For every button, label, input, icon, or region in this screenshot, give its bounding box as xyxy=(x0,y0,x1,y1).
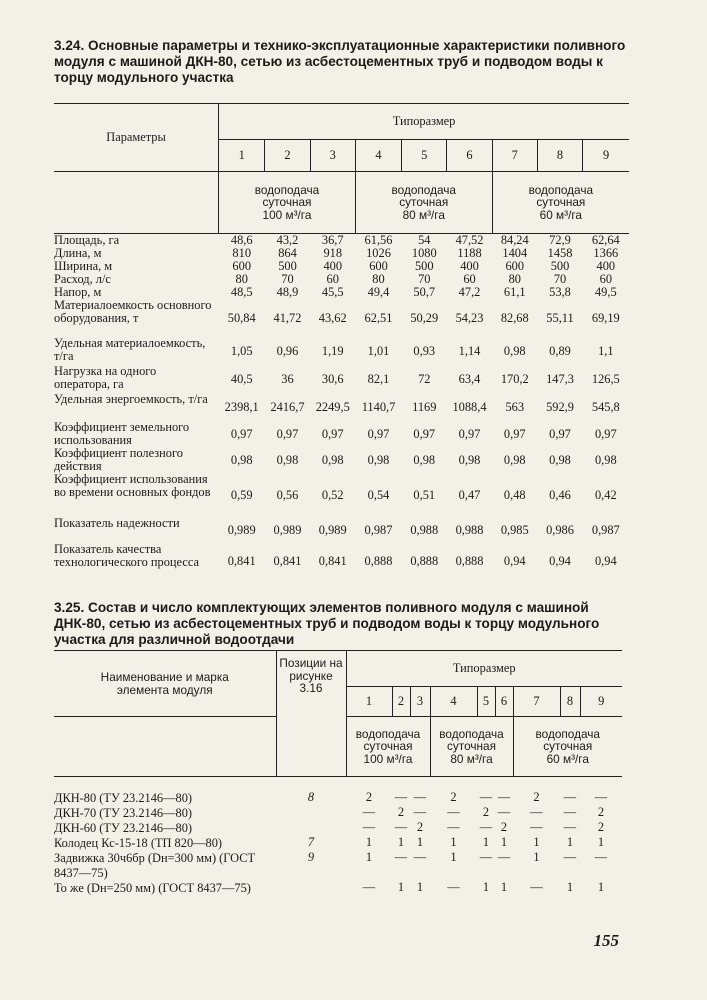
table-cell: — xyxy=(413,804,427,819)
table-cell: 0,97 xyxy=(321,426,344,441)
col-header: 5 xyxy=(402,140,447,172)
col-header: 4 xyxy=(355,140,401,172)
table-cell: — xyxy=(394,849,408,864)
table-cell: 50,84 xyxy=(227,310,256,325)
table-cell: 0,97 xyxy=(230,426,253,441)
table-cell: 1 xyxy=(500,879,508,894)
table-row xyxy=(54,421,629,447)
table-cell: 70 xyxy=(281,272,294,286)
table-cell: 600 xyxy=(505,259,525,273)
table-cell: 0,98 xyxy=(367,452,390,467)
table-cell: 0,98 xyxy=(503,343,526,358)
name-header: Наименование и марка элемента модуля xyxy=(54,651,276,717)
row-label: Напор, м xyxy=(54,285,102,299)
table-cell: — xyxy=(394,789,408,804)
table-cell: 80 xyxy=(235,272,248,286)
table-cell: 30,6 xyxy=(321,371,344,386)
table-cell: — xyxy=(594,849,608,864)
table-cell: 1 xyxy=(597,834,605,849)
table-cell: — xyxy=(497,789,511,804)
table-cell: — xyxy=(447,804,460,819)
table-cell: 1080 xyxy=(411,246,437,260)
row-label: Материалоемкость основного оборудования, т xyxy=(54,298,212,325)
table-cell: — xyxy=(497,804,511,819)
table-cell: 1,01 xyxy=(367,343,390,358)
table-cell: 0,986 xyxy=(546,522,574,537)
col-header: 1 xyxy=(346,687,392,717)
table-cell: 0,841 xyxy=(227,553,256,568)
col-header: 7 xyxy=(513,687,560,717)
table-cell: 1 xyxy=(533,834,540,849)
typesize-header: Типоразмер xyxy=(219,104,629,140)
table-cell: 0,94 xyxy=(594,553,617,568)
row-label: Длина, м xyxy=(54,246,102,260)
table-cell: 48,5 xyxy=(230,285,253,299)
table-cell: 0,47 xyxy=(458,487,481,502)
element-name: ДКН-70 (ТУ 23.2146—80) xyxy=(54,805,193,820)
table-cell: — xyxy=(479,789,493,804)
col-header: 1 xyxy=(219,140,265,172)
table-cell: 80 xyxy=(372,272,385,286)
element-name: Задвижка 30ч6бр (Dн=300 мм) (ГОСТ 8437—75) xyxy=(54,850,256,880)
table-cell: 49,5 xyxy=(594,285,617,299)
row-label: Площадь, га xyxy=(54,233,120,247)
table-row xyxy=(54,393,629,421)
table-cell: — xyxy=(394,819,408,834)
table-cell: 0,98 xyxy=(503,452,526,467)
table-row xyxy=(54,836,622,851)
table-row xyxy=(54,260,629,273)
table-cell: 60 xyxy=(463,272,476,286)
table-cell: 545,8 xyxy=(591,399,620,414)
table-cell: 1 xyxy=(566,879,574,894)
row-label: Нагрузка на одного оператора, га xyxy=(54,364,157,391)
table-cell: 0,54 xyxy=(367,487,390,502)
table-cell: 0,96 xyxy=(276,343,299,358)
table-cell: — xyxy=(479,849,493,864)
table-cell: 400 xyxy=(460,259,479,273)
table-row xyxy=(54,517,629,543)
table-cell: 70 xyxy=(553,272,567,286)
table-cell: 918 xyxy=(323,246,343,260)
supply-group-100: водоподача суточная 100 м³/га xyxy=(219,172,356,234)
row-label: Удельная энергоемкость, т/га xyxy=(54,392,208,406)
table-cell: 0,42 xyxy=(594,487,617,502)
element-name: То же (Dн=250 мм) (ГОСТ 8437—75) xyxy=(54,880,251,895)
typesize-header: Типоразмер xyxy=(346,651,622,687)
table-cell: 0,888 xyxy=(410,553,439,568)
table-row xyxy=(54,447,629,473)
table-325 xyxy=(54,650,622,911)
table-cell: 0,989 xyxy=(273,522,302,537)
table-cell: 48,6 xyxy=(230,233,253,247)
table-cell: 2398,1 xyxy=(224,399,259,414)
table-324-body xyxy=(54,234,629,580)
table-cell: 563 xyxy=(505,399,525,414)
table-cell: 0,59 xyxy=(230,487,253,502)
row-label: Коэффициент использования во времени основных фондов xyxy=(54,472,211,499)
table-cell: 1 xyxy=(365,834,373,849)
col-header: 8 xyxy=(560,687,580,717)
table-row xyxy=(54,791,622,806)
table-cell: 0,987 xyxy=(591,522,620,537)
supply-group-80: водоподача суточная 80 м³/га xyxy=(430,717,513,777)
table-cell: 45,5 xyxy=(321,285,344,299)
table-cell: 61,56 xyxy=(364,233,393,247)
table-cell: 54 xyxy=(418,233,431,247)
table-cell: 2 xyxy=(533,789,540,804)
row-label: Показатель качества технологического процесса xyxy=(54,542,200,569)
col-header: 7 xyxy=(492,140,537,172)
table-row xyxy=(54,881,622,911)
row-label: Показатель надежности xyxy=(54,516,180,530)
table-cell: 49,4 xyxy=(367,285,390,299)
table-cell: 0,52 xyxy=(321,487,344,502)
table-row xyxy=(54,851,622,881)
table-cell: 1 xyxy=(500,834,508,849)
table-cell: — xyxy=(362,879,376,894)
position-cell: 8 xyxy=(307,789,315,804)
table-324 xyxy=(54,103,629,579)
table-cell: 60 xyxy=(599,272,613,286)
page-number: 155 xyxy=(593,931,619,950)
table-cell: 50,29 xyxy=(410,310,439,325)
table-cell: 0,98 xyxy=(549,452,571,467)
table-cell: 0,989 xyxy=(318,522,347,537)
row-label: Коэффициент земельного использования xyxy=(54,420,190,447)
table-cell: 43,2 xyxy=(276,233,299,247)
table-cell: 147,3 xyxy=(546,371,574,386)
table-cell: 600 xyxy=(369,259,388,273)
table-cell: 1,1 xyxy=(598,343,614,358)
table-cell: 0,98 xyxy=(276,452,299,467)
table-cell: 500 xyxy=(278,259,297,273)
row-label: Коэффициент полезного действия xyxy=(54,446,183,473)
table-cell: 0,841 xyxy=(273,553,302,568)
table-cell: — xyxy=(479,819,493,834)
position-cell xyxy=(276,806,346,821)
table-cell: 2 xyxy=(365,789,373,804)
table-cell: 2249,5 xyxy=(315,399,350,414)
table-cell: — xyxy=(447,879,460,894)
table-cell: 80 xyxy=(508,272,521,286)
table-cell: 1,19 xyxy=(321,343,344,358)
table-cell: 400 xyxy=(323,259,343,273)
table-cell: 864 xyxy=(278,246,297,260)
supply-group-100: водоподача суточная 100 м³/га xyxy=(346,717,430,777)
supply-group-60: водоподача суточная 60 м³/га xyxy=(492,172,629,234)
table-cell: 1 xyxy=(597,879,605,894)
table-cell: — xyxy=(530,804,543,819)
table-cell: 0,94 xyxy=(503,553,526,568)
table-cell: 1 xyxy=(397,879,405,894)
table-cell: — xyxy=(530,819,543,834)
table-cell: 2 xyxy=(482,804,490,819)
table-cell: 170,2 xyxy=(500,371,529,386)
table-325-body xyxy=(54,791,622,911)
table-cell: 2416,7 xyxy=(270,399,305,414)
table-cell: 2 xyxy=(500,819,508,834)
table-cell: 0,97 xyxy=(458,426,481,441)
col-header: 9 xyxy=(580,687,622,717)
table-cell: 1 xyxy=(482,834,490,849)
table-cell: 0,98 xyxy=(594,452,617,467)
table-cell: 43,62 xyxy=(318,310,347,325)
table-cell: 500 xyxy=(414,259,434,273)
table-cell: — xyxy=(413,849,427,864)
table-cell: 2 xyxy=(597,819,605,834)
table-cell: 82,68 xyxy=(500,310,529,325)
table-cell: 2 xyxy=(416,819,424,834)
col-header: 9 xyxy=(583,140,629,172)
table-325-title: 3.25. Состав и число комплектующих элементов поливного модуля с машиной ДНК-80, сетью из асбестоцементных труб и подводом воды к торцу модульного участка для различной водоотдачи xyxy=(54,600,600,647)
table-cell: 1,05 xyxy=(230,343,253,358)
table-cell: 0,989 xyxy=(227,522,256,537)
table-cell: 126,5 xyxy=(591,371,620,386)
row-label: Расход, л/с xyxy=(54,272,111,286)
table-cell: 1 xyxy=(450,849,457,864)
table-cell: 40,5 xyxy=(230,371,253,386)
table-cell: 0,97 xyxy=(367,426,390,441)
table-cell: 0,51 xyxy=(413,487,436,502)
table-cell: — xyxy=(563,789,577,804)
position-cell: 7 xyxy=(307,834,315,849)
row-label: Ширина, м xyxy=(54,259,113,273)
table-row xyxy=(54,299,629,337)
table-cell: 0,46 xyxy=(549,487,571,502)
supply-group-60: водоподача суточная 60 м³/га xyxy=(513,717,622,777)
col-header: 6 xyxy=(447,140,492,172)
params-header: Параметры xyxy=(54,104,219,172)
table-cell: 54,23 xyxy=(455,310,484,325)
table-cell: — xyxy=(563,804,577,819)
table-cell: 0,56 xyxy=(276,487,299,502)
table-cell: 62,64 xyxy=(591,233,620,247)
table-cell: — xyxy=(563,849,577,864)
table-cell: 2 xyxy=(450,789,457,804)
table-cell: — xyxy=(362,819,376,834)
table-cell: 48,9 xyxy=(276,285,299,299)
table-324-title: 3.24. Основные параметры и технико-эксплуатационные характеристики поливного модуля с машиной ДКН-80, сетью из асбестоцементных труб и подводом воды к торцу модульного участка xyxy=(54,38,626,85)
table-row xyxy=(54,543,629,579)
table-cell: 41,72 xyxy=(273,310,302,325)
col-header: 4 xyxy=(430,687,477,717)
table-cell: 84,24 xyxy=(500,233,529,247)
table-cell: 0,985 xyxy=(500,522,529,537)
table-cell: 400 xyxy=(596,259,616,273)
table-cell: 47,52 xyxy=(455,233,484,247)
table-cell: 0,93 xyxy=(413,343,436,358)
table-row xyxy=(54,473,629,517)
table-cell: 0,98 xyxy=(230,452,253,467)
table-cell: 0,841 xyxy=(318,553,347,568)
table-cell: 1404 xyxy=(502,246,528,260)
table-cell: 592,9 xyxy=(546,399,574,414)
table-cell: 0,98 xyxy=(321,452,344,467)
col-header: 8 xyxy=(537,140,582,172)
col-header: 3 xyxy=(310,140,355,172)
element-name: ДКН-80 (ТУ 23.2146—80) xyxy=(54,790,193,805)
table-cell: 82,1 xyxy=(367,371,390,386)
position-cell: 9 xyxy=(307,849,315,864)
table-cell: 62,51 xyxy=(364,310,393,325)
table-cell: 1 xyxy=(482,879,490,894)
table-cell: 1188 xyxy=(457,246,482,260)
table-cell: 1 xyxy=(450,834,457,849)
table-cell: 2 xyxy=(597,804,605,819)
table-cell: — xyxy=(447,819,460,834)
table-cell: — xyxy=(497,849,511,864)
table-cell: 0,988 xyxy=(455,522,484,537)
col-header: 5 xyxy=(477,687,495,717)
table-cell: 36 xyxy=(281,371,294,386)
table-cell: 0,98 xyxy=(413,452,436,467)
table-cell: 1 xyxy=(416,834,424,849)
position-cell xyxy=(276,821,346,836)
table-cell: 0,97 xyxy=(276,426,299,441)
table-cell: 0,888 xyxy=(364,553,393,568)
table-cell: — xyxy=(530,879,543,894)
table-cell: 50,7 xyxy=(413,285,436,299)
table-cell: 0,987 xyxy=(364,522,393,537)
table-cell: 810 xyxy=(232,246,252,260)
table-cell: 2 xyxy=(397,804,405,819)
table-cell: 47,2 xyxy=(458,285,481,299)
col-header: 2 xyxy=(392,687,410,717)
table-cell: 1 xyxy=(397,834,405,849)
table-cell: 1026 xyxy=(366,246,391,260)
table-cell: 0,97 xyxy=(594,426,617,441)
table-cell: 1366 xyxy=(593,246,619,260)
table-cell: — xyxy=(413,789,427,804)
table-cell: 1169 xyxy=(412,399,437,414)
table-row xyxy=(54,365,629,393)
table-cell: 63,4 xyxy=(458,371,481,386)
table-cell: 0,97 xyxy=(549,426,571,441)
table-cell: 70 xyxy=(418,272,431,286)
table-cell: 1,14 xyxy=(458,343,481,358)
table-cell: 72,9 xyxy=(549,233,571,247)
table-cell: 0,89 xyxy=(549,343,571,358)
table-row xyxy=(54,821,622,836)
position-header: Позиции на рисунке 3.16 xyxy=(276,651,346,777)
table-cell: 500 xyxy=(550,259,570,273)
element-name: ДКН-60 (ТУ 23.2146—80) xyxy=(54,820,193,835)
table-cell: 0,98 xyxy=(458,452,481,467)
table-cell: 55,11 xyxy=(546,310,574,325)
table-cell: 60 xyxy=(326,272,339,286)
table-cell: 1140,7 xyxy=(361,399,396,414)
table-cell: 1 xyxy=(365,849,373,864)
table-cell: 0,97 xyxy=(413,426,436,441)
table-cell: 0,94 xyxy=(549,553,571,568)
col-header: 6 xyxy=(495,687,513,717)
table-cell: 0,988 xyxy=(410,522,439,537)
col-header: 3 xyxy=(410,687,430,717)
element-name: Колодец Кс-15-18 (ТП 820—80) xyxy=(54,835,223,850)
position-cell xyxy=(276,881,346,911)
table-cell: 36,7 xyxy=(321,233,344,247)
supply-group-80: водоподача суточная 80 м³/га xyxy=(355,172,492,234)
table-cell: 53,8 xyxy=(549,285,571,299)
table-cell: 72 xyxy=(418,371,431,386)
table-cell: 1 xyxy=(533,849,540,864)
table-cell: 0,97 xyxy=(503,426,526,441)
table-cell: 0,48 xyxy=(503,487,526,502)
table-cell: 61,1 xyxy=(503,285,526,299)
table-cell: 1088,4 xyxy=(452,399,487,414)
table-cell: 1 xyxy=(416,879,424,894)
table-cell: 69,19 xyxy=(591,310,620,325)
table-cell: 1 xyxy=(566,834,574,849)
table-cell: — xyxy=(594,789,608,804)
table-row xyxy=(54,806,622,821)
table-row xyxy=(54,337,629,365)
table-cell: 1458 xyxy=(547,246,573,260)
table-cell: — xyxy=(563,819,577,834)
table-cell: 0,888 xyxy=(455,553,484,568)
table-cell: — xyxy=(362,804,376,819)
col-header: 2 xyxy=(265,140,310,172)
row-label: Удельная материалоемкость, т/га xyxy=(54,336,206,363)
table-row xyxy=(54,234,629,248)
table-cell: 600 xyxy=(232,259,252,273)
